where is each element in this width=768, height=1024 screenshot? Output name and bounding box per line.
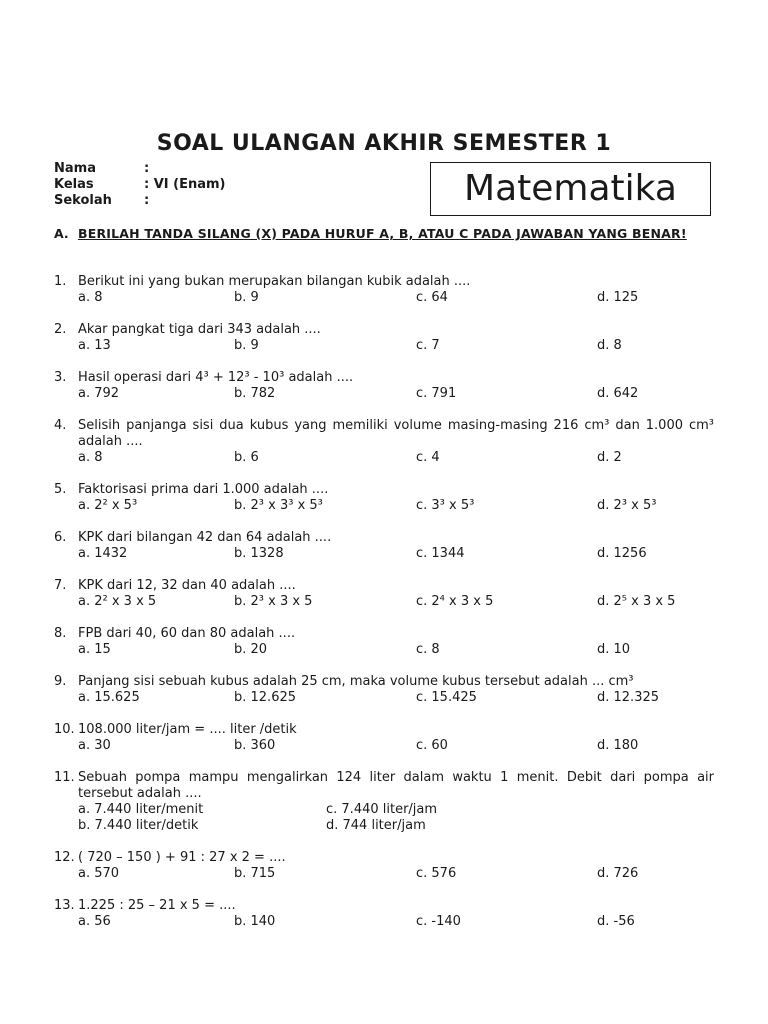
question-text: Berikut ini yang bukan merupakan bilangan kubik adalah .... bbox=[78, 274, 471, 289]
option-a[interactable]: a. 56 bbox=[78, 914, 111, 929]
options-row bbox=[54, 498, 714, 514]
option-a[interactable]: a. 2² x 5³ bbox=[78, 498, 138, 513]
question-1 bbox=[54, 274, 714, 306]
option-a[interactable]: a. 7.440 liter/menit bbox=[78, 802, 204, 817]
question-3 bbox=[54, 370, 714, 402]
section-instruction: BERILAH TANDA SILANG (X) PADA HURUF A, B, ATAU C PADA JAWABAN YANG BENAR! bbox=[78, 226, 687, 241]
question-number: 9. bbox=[54, 674, 67, 689]
question-5 bbox=[54, 482, 714, 514]
section-letter: A. bbox=[54, 226, 69, 241]
option-c[interactable]: c. -140 bbox=[416, 914, 461, 929]
question-6 bbox=[54, 530, 714, 562]
option-b[interactable]: b. 782 bbox=[234, 386, 276, 401]
name-label: Nama bbox=[54, 161, 96, 176]
option-b[interactable]: b. 2³ x 3³ x 5³ bbox=[234, 498, 323, 513]
question-number: 6. bbox=[54, 530, 67, 545]
question-number: 11. bbox=[54, 770, 75, 785]
options-row bbox=[54, 802, 714, 818]
option-c[interactable]: c. 1344 bbox=[416, 546, 465, 561]
question-2 bbox=[54, 322, 714, 354]
question-number: 8. bbox=[54, 626, 67, 641]
question-number: 2. bbox=[54, 322, 67, 337]
option-a[interactable]: a. 30 bbox=[78, 738, 111, 753]
options-row bbox=[54, 738, 714, 754]
question-text: Panjang sisi sebuah kubus adalah 25 cm, maka volume kubus tersebut adalah ... cm³ bbox=[78, 674, 634, 689]
option-d[interactable]: d. 2 bbox=[597, 450, 622, 465]
option-b[interactable]: b. 1328 bbox=[234, 546, 284, 561]
options-row bbox=[54, 450, 714, 466]
option-c[interactable]: c. 60 bbox=[416, 738, 448, 753]
question-number: 12. bbox=[54, 850, 75, 865]
question-number: 10. bbox=[54, 722, 75, 737]
option-d[interactable]: d. 180 bbox=[597, 738, 639, 753]
question-text: Selisih panjanga sisi dua kubus yang memiliki volume masing-masing 216 cm³ dan 1.000 cm³ adalah .... bbox=[78, 418, 714, 449]
option-b[interactable]: b. 20 bbox=[234, 642, 268, 657]
options-row bbox=[54, 386, 714, 402]
option-d[interactable]: d. 125 bbox=[597, 290, 639, 305]
option-d[interactable]: d. 8 bbox=[597, 338, 622, 353]
option-b[interactable]: b. 9 bbox=[234, 290, 259, 305]
option-c[interactable]: c. 576 bbox=[416, 866, 457, 881]
option-d[interactable]: d. 2⁵ x 3 x 5 bbox=[597, 594, 676, 609]
option-d[interactable]: d. 12.325 bbox=[597, 690, 660, 705]
class-value: : VI (Enam) bbox=[144, 177, 226, 192]
options-row bbox=[54, 290, 714, 306]
option-a[interactable]: a. 792 bbox=[78, 386, 120, 401]
name-value: : bbox=[144, 161, 150, 176]
options-row bbox=[54, 866, 714, 882]
option-a[interactable]: a. 8 bbox=[78, 450, 103, 465]
option-c[interactable]: c. 3³ x 5³ bbox=[416, 498, 475, 513]
option-b[interactable]: b. 140 bbox=[234, 914, 276, 929]
option-c[interactable]: c. 791 bbox=[416, 386, 457, 401]
student-info bbox=[54, 161, 226, 209]
question-text: KPK dari 12, 32 dan 40 adalah .... bbox=[78, 578, 296, 593]
class-row bbox=[54, 177, 226, 193]
option-d[interactable]: d. 642 bbox=[597, 386, 639, 401]
option-a[interactable]: a. 1432 bbox=[78, 546, 128, 561]
options-row bbox=[54, 914, 714, 930]
option-d[interactable]: d. 1256 bbox=[597, 546, 647, 561]
option-a[interactable]: a. 570 bbox=[78, 866, 120, 881]
class-label: Kelas bbox=[54, 177, 94, 192]
question-12 bbox=[54, 850, 714, 882]
option-c[interactable]: c. 7 bbox=[416, 338, 440, 353]
question-4 bbox=[54, 418, 714, 466]
question-text: 108.000 liter/jam = .... liter /detik bbox=[78, 722, 297, 737]
option-c[interactable]: c. 8 bbox=[416, 642, 440, 657]
question-text: ( 720 – 150 ) + 91 : 27 x 2 = .... bbox=[78, 850, 286, 865]
question-text: Sebuah pompa mampu mengalirkan 124 liter dalam waktu 1 menit. Debit dari pompa air tersebut adalah .... bbox=[78, 770, 714, 801]
question-8 bbox=[54, 626, 714, 658]
section-heading bbox=[54, 226, 714, 242]
school-label: Sekolah bbox=[54, 193, 112, 208]
question-text: Faktorisasi prima dari 1.000 adalah .... bbox=[78, 482, 329, 497]
option-c[interactable]: c. 7.440 liter/jam bbox=[326, 802, 438, 817]
question-text: Hasil operasi dari 4³ + 12³ - 10³ adalah .... bbox=[78, 370, 354, 385]
option-a[interactable]: a. 15.625 bbox=[78, 690, 140, 705]
question-list bbox=[54, 274, 714, 946]
school-row bbox=[54, 193, 226, 209]
name-row bbox=[54, 161, 226, 177]
option-d[interactable]: d. -56 bbox=[597, 914, 635, 929]
option-a[interactable]: a. 15 bbox=[78, 642, 111, 657]
option-d[interactable]: d. 744 liter/jam bbox=[326, 818, 426, 833]
options-row bbox=[54, 546, 714, 562]
question-11 bbox=[54, 770, 714, 834]
option-b[interactable]: b. 715 bbox=[234, 866, 276, 881]
option-b[interactable]: b. 9 bbox=[234, 338, 259, 353]
options-row bbox=[54, 594, 714, 610]
question-10 bbox=[54, 722, 714, 754]
page-title: SOAL ULANGAN AKHIR SEMESTER 1 bbox=[156, 131, 612, 156]
question-number: 4. bbox=[54, 418, 67, 433]
options-row bbox=[54, 818, 714, 834]
option-b[interactable]: b. 7.440 liter/detik bbox=[78, 818, 199, 833]
option-c[interactable]: c. 64 bbox=[416, 290, 448, 305]
question-number: 7. bbox=[54, 578, 67, 593]
options-row bbox=[54, 338, 714, 354]
option-d[interactable]: d. 2³ x 5³ bbox=[597, 498, 657, 513]
option-d[interactable]: d. 10 bbox=[597, 642, 631, 657]
option-a[interactable]: a. 13 bbox=[78, 338, 111, 353]
option-a[interactable]: a. 2² x 3 x 5 bbox=[78, 594, 157, 609]
option-b[interactable]: b. 2³ x 3 x 5 bbox=[234, 594, 313, 609]
option-d[interactable]: d. 726 bbox=[597, 866, 639, 881]
question-number: 1. bbox=[54, 274, 67, 289]
option-c[interactable]: c. 2⁴ x 3 x 5 bbox=[416, 594, 494, 609]
question-text: FPB dari 40, 60 dan 80 adalah .... bbox=[78, 626, 296, 641]
options-row bbox=[54, 642, 714, 658]
option-c[interactable]: c. 15.425 bbox=[416, 690, 477, 705]
option-c[interactable]: c. 4 bbox=[416, 450, 440, 465]
option-b[interactable]: b. 360 bbox=[234, 738, 276, 753]
option-a[interactable]: a. 8 bbox=[78, 290, 103, 305]
option-b[interactable]: b. 6 bbox=[234, 450, 259, 465]
question-9 bbox=[54, 674, 714, 706]
question-7 bbox=[54, 578, 714, 610]
question-number: 3. bbox=[54, 370, 67, 385]
school-value: : bbox=[144, 193, 150, 208]
options-row bbox=[54, 690, 714, 706]
subject-box: Matematika bbox=[430, 162, 711, 216]
option-b[interactable]: b. 12.625 bbox=[234, 690, 297, 705]
question-text: Akar pangkat tiga dari 343 adalah .... bbox=[78, 322, 321, 337]
question-number: 13. bbox=[54, 898, 75, 913]
question-text: 1.225 : 25 – 21 x 5 = .... bbox=[78, 898, 236, 913]
question-number: 5. bbox=[54, 482, 67, 497]
question-13 bbox=[54, 898, 714, 930]
question-text: KPK dari bilangan 42 dan 64 adalah .... bbox=[78, 530, 332, 545]
